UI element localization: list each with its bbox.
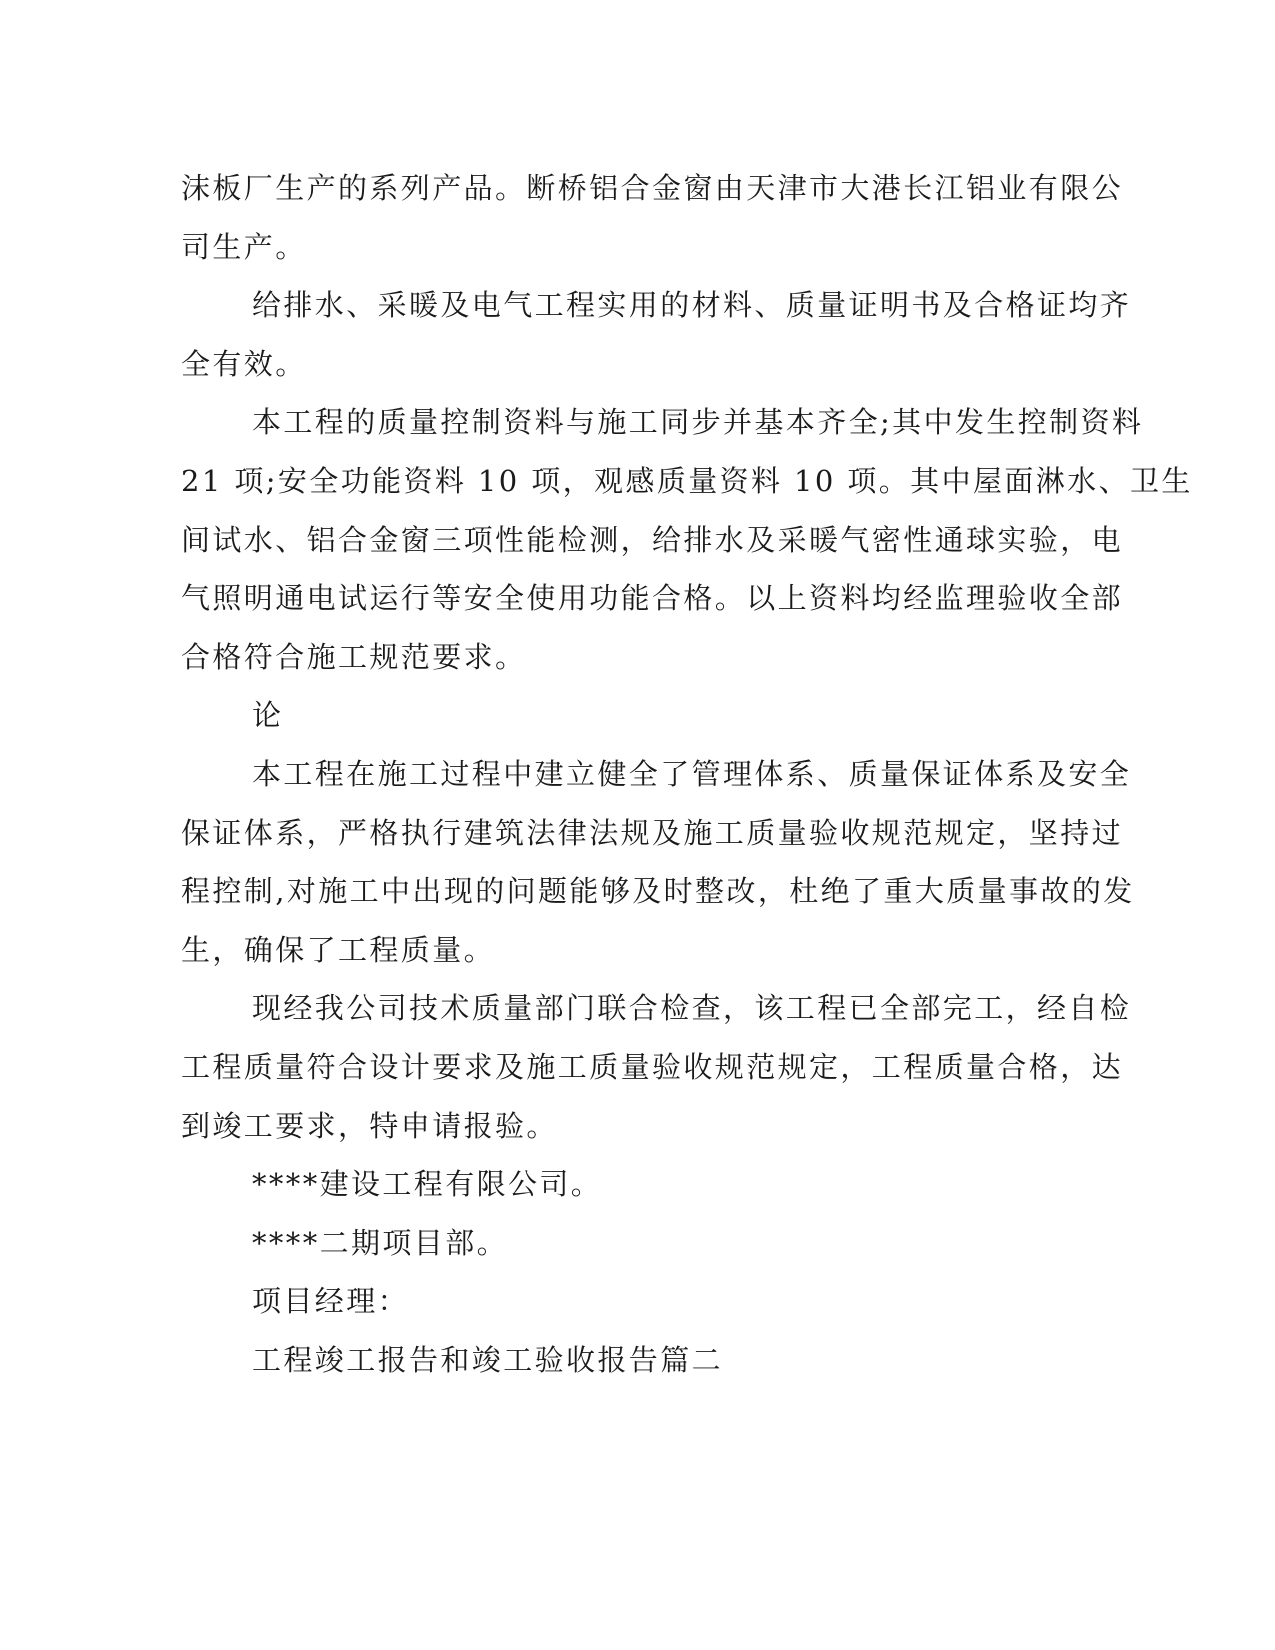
text-line: 间试水、铝合金窗三项性能检测，给排水及采暖气密性通球实验，电: [181, 522, 1124, 557]
project-department: ****二期项目部。: [252, 1225, 509, 1260]
next-section-title: 工程竣工报告和竣工验收报告篇二: [252, 1342, 724, 1377]
text-line: 本工程在施工过程中建立健全了管理体系、质量保证体系及安全: [252, 756, 1132, 791]
text-line: 沫板厂生产的系列产品。断桥铝合金窗由天津市大港长江铝业有限公: [181, 171, 1124, 205]
text-line: 工程质量符合设计要求及施工质量验收规范规定，工程质量合格，达: [181, 1049, 1124, 1084]
company-name: ****建设工程有限公司。: [252, 1167, 603, 1202]
document-body: [181, 159, 1193, 1389]
text-line: 全有效。: [181, 346, 307, 381]
text-line: 气照明通电试运行等安全使用功能合格。以上资料均经监理验收全部: [181, 581, 1124, 616]
section-heading: 论: [252, 698, 284, 733]
text-line: 程控制,对施工中出现的问题能够及时整改，杜绝了重大质量事故的发: [181, 874, 1135, 909]
text-line: 21 项;安全功能资料 10 项，观感质量资料 10 项。其中屋面淋水、卫生: [181, 463, 1193, 498]
text-line: 现经我公司技术质量部门联合检查，该工程已全部完工，经自检: [252, 991, 1132, 1026]
text-line: 保证体系，严格执行建筑法律法规及施工质量验收规范规定，坚持过: [181, 815, 1124, 850]
text-line: 本工程的质量控制资料与施工同步并基本齐全;其中发生控制资料: [252, 405, 1144, 440]
project-manager-label: 项目经理：: [252, 1284, 410, 1319]
text-line: 生，确保了工程质量。: [181, 932, 496, 967]
text-line: 到竣工要求，特申请报验。: [181, 1108, 558, 1143]
text-line: 合格符合施工规范要求。: [181, 639, 527, 674]
text-line: 给排水、采暖及电气工程实用的材料、质量证明书及合格证均齐: [252, 288, 1132, 323]
text-line: 司生产。: [181, 229, 307, 264]
